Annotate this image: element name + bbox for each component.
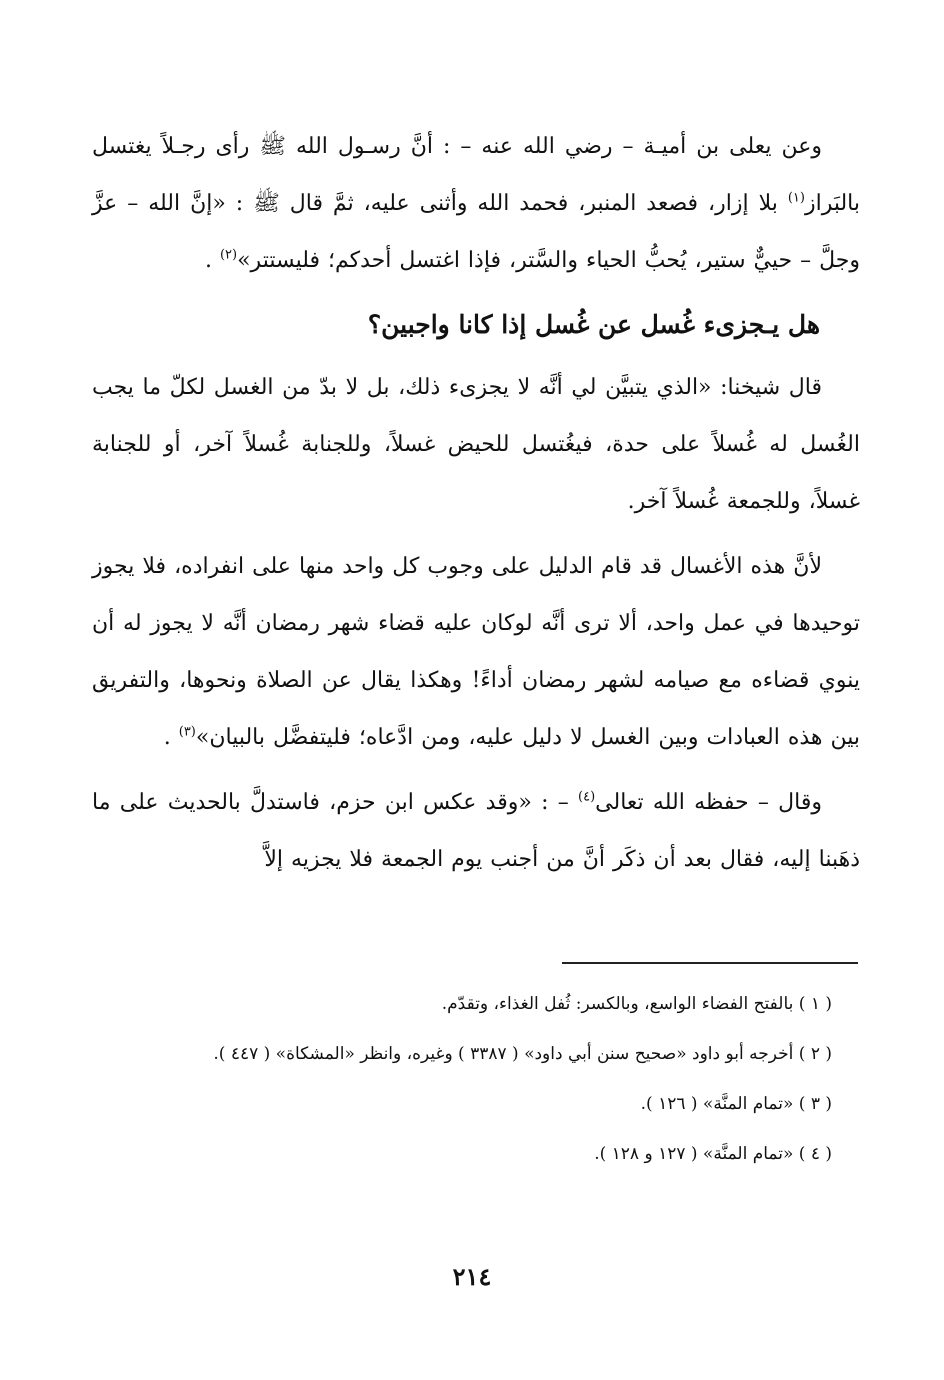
paragraph-ibn-hazm: وقال – حفظه الله تعالى$^{(٤)}$ – : «وقد عكس ابن حزم، فاستدلَّ بالحديث على ما ذهَبنا إليه، فقال بعد أن ذكَر أنَّ من أجنب يوم الجمعة فلا يجزيه إلاَّ [92,789,860,872]
paragraph-sheikh-quote: قال شيخنا: «الذي يتبيَّن لي أنَّه لا يجزىء ذلك، بل لا بدّ من الغسل لكلّ ما يجب الغُسل له غُسلاً على حدة، فيغُتسل للحيض غسلاً، وللجنابة غُسلاً آخر، أو للجنابة غسلاً، وللجمعة غُسلاً آخر. [92,375,860,514]
footnote-ref-3[interactable]: (٣) [178,724,196,740]
page-number: ٢١٤ [452,1262,492,1291]
main-text [92,118,860,888]
footnote-ref-2[interactable]: (٢) [219,247,238,263]
paragraph-reasoning: لأنَّ هذه الأغسال قد قام الدليل على وجوب كل واحد منها على انفراده، فلا يجوز توحيدها في عمل واحد، ألا ترى أنَّه لوكان عليه قضاء شهر رمضان أنَّه لا يجوز له أن ينوي قضاءه مع صيامه لشهر رمضان أداءً! وهكذا يقال عن الصلاة ونحوها، والتفريق بين هذه العبادات وبين الغسل لا دليل عليه، ومن ادَّعاه؛ فليتفضَّل بالبيان»$^{(٣)}$ . [92,554,860,750]
footnotes [92,982,832,1182]
footnote-4: ( ٤ ) «تمام المنَّة» ( ١٢٧ و ١٢٨ ). [594,1144,832,1164]
footnote-2: ( ٢ ) أخرجه أبو داود «صحيح سنن أبي داود» ( ٣٣٨٧ ) وغيره، وانظر «المشكاة» ( ٤٤٧ ). [213,1044,832,1064]
footnote-1: ( ١ ) بالفتح الفضاء الواسع، وبالكسر: ثُفل الغذاء، وتقدّم. [441,994,832,1014]
footnote-ref-4[interactable]: (٤) [578,789,596,805]
footnote-3: ( ٣ ) «تمام المنَّة» ( ١٢٦ ). [640,1094,832,1114]
paragraph-hadith: وعن يعلى بن أميـة – رضي الله عنه – : أنَّ رسـول الله ﷺ رأى رجـلاً يغتسل بالبَراز$^{(١)}$ بلا إزار، فصعد المنبر، فحمد الله وأثنى عليه، ثمَّ قال ﷺ : «إنَّ الله – عزَّ وجلَّ – حييٌّ ستير، يُحبُّ الحياء والسَّتر، فإذا اغتسل أحدكم؛ فليستتر»$^{(٢)}$ . [92,134,860,273]
footnote-divider [562,962,858,964]
footnote-ref-1[interactable]: (١) [787,190,805,206]
section-heading: هل يـجزىء غُسل عن غُسل إذا كانا واجبين؟ [367,310,820,339]
